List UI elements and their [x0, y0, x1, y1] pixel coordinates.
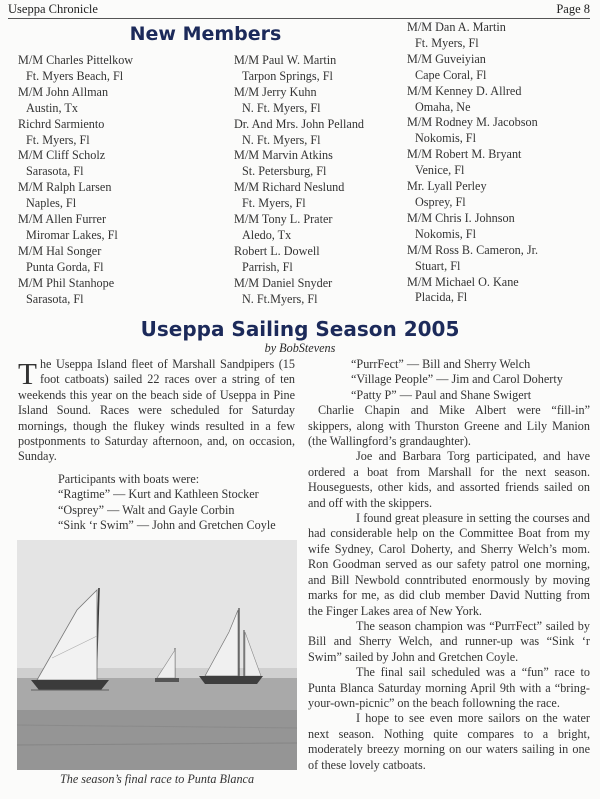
member-city: Punta Gorda, Fl: [26, 259, 104, 274]
closing-paragraph: I hope to see even more sailors on the water next season. Nothing quite compares to a bright, moderately breezy morning on our waters sailing in one of these lovely catboats.: [308, 711, 590, 772]
members-column-2: [234, 53, 404, 308]
intro-paragraph: [18, 357, 295, 465]
boat-entry: “Sink ‘r Swim” — John and Gretchen Coyle: [58, 518, 276, 533]
member-city: Ft. Myers, Fl: [26, 132, 90, 147]
member-city: Ft. Myers Beach, Fl: [26, 68, 124, 83]
member-name: M/M Jerry Kuhn: [234, 84, 317, 99]
member-name: M/M Michael O. Kane: [407, 274, 519, 289]
member-city: N. Ft.Myers, Fl: [242, 291, 318, 306]
member-name: M/M Marvin Atkins: [234, 148, 333, 163]
boat-entry: “Osprey” — Walt and Gayle Corbin: [58, 502, 235, 517]
member-city: Ft. Myers, Fl: [415, 35, 479, 50]
member-entry: [234, 212, 404, 244]
boat-entry: “PurrFect” — Bill and Sherry Welch: [351, 357, 531, 371]
member-entry: [234, 148, 404, 180]
member-name: M/M Charles Pittelkow: [18, 53, 134, 67]
member-city: Austin, Tx: [26, 100, 78, 115]
member-entry: [18, 276, 208, 308]
member-name: M/M Ross B. Cameron, Jr.: [407, 242, 539, 257]
courses-paragraph: I found great pleasure in setting the courses and had considerable help on the Committee Boat from my wife Sydney, Carol Doherty, and Sherry Welch’s mom. Ron Goodman served as our safety patrol one morning, and Bill Newbold conntributed enormously by moving marks for me, as did club member David Nutting from the Finger Lakes area of New York.: [308, 511, 590, 618]
member-entry: [234, 53, 404, 85]
member-name: M/M Rodney M. Jacobson: [407, 115, 538, 130]
member-name: Robert L. Dowell: [234, 243, 320, 258]
torg-paragraph: Joe and Barbara Torg participated, and have ordered a boat from Marshall for the next season. Houseguests, other kids, and assorted friends sailed on and off with the skippers.: [308, 449, 590, 510]
new-members-title: New Members: [129, 23, 282, 45]
member-entry: [407, 179, 597, 211]
publication-name: Useppa Chronicle: [8, 2, 98, 16]
photo-caption: The season’s final race to Punta Blanca: [59, 772, 255, 786]
member-city: Placida, Fl: [415, 290, 468, 305]
page-header: [8, 2, 590, 18]
member-name: M/M Robert M. Bryant: [407, 147, 522, 162]
member-name: M/M Chris I. Johnson: [407, 210, 515, 225]
boat-entry: “Ragtime” — Kurt and Kathleen Stocker: [58, 487, 259, 502]
champion-paragraph: The season champion was “PurrFect” sailed by Bill and Sherry Welch, and runner-up was “Sink ‘r Swim” sailed by John and Gretchen Coyle.: [308, 618, 590, 664]
member-entry: [18, 117, 208, 149]
member-city: Aledo, Tx: [242, 227, 292, 242]
member-entry: [407, 115, 597, 147]
members-column-1: [18, 53, 208, 308]
member-name: M/M Ralph Larsen: [18, 180, 112, 195]
member-name: Richrd Sarmiento: [18, 116, 105, 131]
participants-heading: Participants with boats were:: [58, 471, 200, 486]
member-entry: [18, 85, 208, 117]
boat-entry: “Village People” — Jim and Carol Doherty: [351, 372, 563, 387]
participants-list: [58, 472, 295, 534]
member-city: Sarasota, Fl: [26, 291, 84, 306]
article-right-column: [308, 357, 590, 773]
member-city: Ft. Myers, Fl: [242, 196, 306, 211]
member-name: M/M Allen Furrer: [18, 212, 107, 227]
member-city: Cape Coral, Fl: [415, 67, 487, 82]
member-entry: [18, 180, 208, 212]
member-entry: [407, 84, 597, 116]
member-city: Tarpon Springs, Fl: [242, 68, 333, 83]
article-byline: by BobStevens: [264, 341, 336, 355]
member-name: M/M John Allman: [18, 84, 109, 99]
header-rule: [8, 18, 590, 19]
member-entry: [234, 180, 404, 212]
member-entry: [18, 148, 208, 180]
member-entry: [407, 243, 597, 275]
member-entry: [234, 85, 404, 117]
sailboat-photo: [17, 540, 297, 770]
members-column-3: [407, 20, 597, 306]
member-name: Dr. And Mrs. John Pelland: [234, 116, 365, 131]
final-race-paragraph: The final sail scheduled was a “fun” race to Punta Blanca Saturday morning April 9th with a “bring-your-own-picnic” on the beach followning the race.: [308, 665, 590, 710]
member-entry: [234, 117, 404, 149]
member-entry: [234, 244, 404, 276]
member-entry: [18, 244, 208, 276]
member-entry: [18, 53, 208, 85]
member-name: M/M Paul W. Martin: [234, 53, 337, 67]
member-city: Stuart, Fl: [415, 258, 461, 273]
member-city: Sarasota, Fl: [26, 164, 84, 179]
member-city: St. Petersburg, Fl: [242, 164, 327, 179]
member-name: M/M Dan A. Martin: [407, 20, 506, 34]
member-city: Osprey, Fl: [415, 194, 466, 209]
member-city: Omaha, Ne: [415, 99, 471, 114]
member-entry: [234, 276, 404, 308]
member-city: Nokomis, Fl: [415, 131, 476, 146]
member-entry: [407, 211, 597, 243]
member-name: Mr. Lyall Perley: [407, 179, 487, 194]
member-city: Miromar Lakes, Fl: [26, 227, 118, 242]
member-entry: [407, 20, 597, 52]
member-city: Parrish, Fl: [242, 259, 293, 274]
member-city: N. Ft. Myers, Fl: [242, 100, 321, 115]
member-city: N. Ft. Myers, Fl: [242, 132, 321, 147]
member-entry: [407, 275, 597, 307]
member-name: M/M Hal Songer: [18, 243, 102, 258]
member-city: Nokomis, Fl: [415, 226, 476, 241]
member-name: M/M Richard Neslund: [234, 180, 345, 195]
member-name: M/M Tony L. Prater: [234, 212, 333, 227]
member-entry: [407, 147, 597, 179]
member-name: M/M Guveiyian: [407, 51, 486, 66]
page-number: Page 8: [556, 2, 590, 16]
article-left-column: [18, 357, 295, 533]
member-name: M/M Daniel Snyder: [234, 275, 333, 290]
member-entry: [18, 212, 208, 244]
fill-in-skippers-paragraph: Charlie Chapin and Mike Albert were “fill-in” skippers, along with Thurston Greene and Lily Manion (the Wallingford’s grandaughter).: [308, 403, 590, 449]
member-name: M/M Cliff Scholz: [18, 148, 106, 163]
member-entry: [407, 52, 597, 84]
drop-cap: T: [18, 356, 37, 391]
member-city: Naples, Fl: [26, 196, 77, 211]
boat-entry: “Patty P” — Paul and Shane Swigert: [351, 387, 532, 402]
article-title: Useppa Sailing Season 2005: [140, 317, 460, 341]
intro-text: he Useppa Island fleet of Marshall Sandpipers (15 foot catboats) sailed 22 races over a string of ten weekends this year on the beach side of Useppa in Pine Island Sound. Races were scheduled for Saturday mornings, though the flukey winds resulted in a few postponments to Saturday afternoon, and, on occasion, Sunday.: [18, 357, 295, 464]
member-name: M/M Phil Stanhope: [18, 275, 115, 290]
member-city: Venice, Fl: [415, 163, 465, 178]
member-name: M/M Kenney D. Allred: [407, 83, 522, 98]
